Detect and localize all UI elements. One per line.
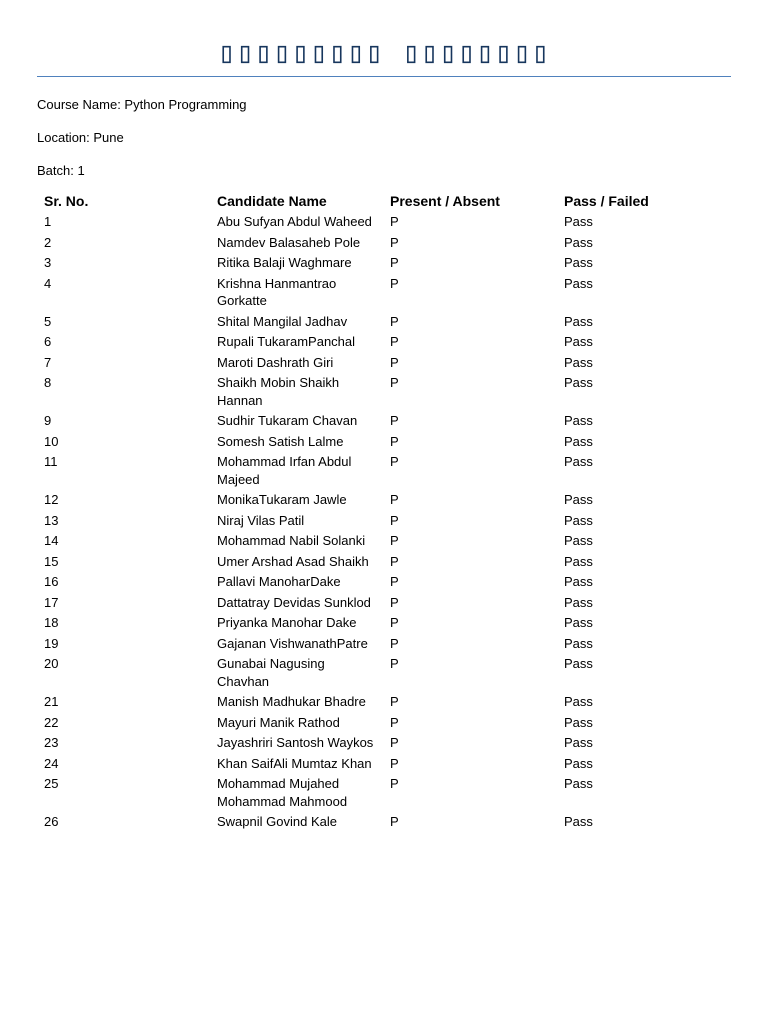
- attendance-cell: P: [390, 512, 399, 528]
- table-row: [37, 412, 731, 433]
- table-row: [37, 354, 731, 375]
- candidate-name-cell: Somesh Satish Lalme: [217, 433, 344, 449]
- sr-no-cell: 9: [44, 413, 52, 428]
- table-row: [37, 813, 731, 834]
- header-present-absent: Present / Absent: [390, 193, 500, 209]
- result-cell: Pass: [564, 656, 593, 671]
- table-row: [37, 532, 731, 553]
- result-cell: Pass: [564, 694, 593, 709]
- header-candidate-name: Candidate Name: [217, 193, 327, 209]
- sr-no-cell: 3: [44, 255, 52, 270]
- attendance-cell: P: [390, 313, 399, 329]
- sr-no-cell: 16: [44, 574, 59, 589]
- sr-no-cell: 5: [44, 313, 52, 329]
- candidate-name-cell: Niraj Vilas Patil: [217, 512, 305, 528]
- attendance-cell: P: [390, 433, 399, 449]
- attendance-cell: P: [390, 594, 399, 610]
- table-row: [37, 234, 731, 255]
- table-row: [37, 254, 731, 275]
- result-cell: Pass: [564, 776, 593, 791]
- table-row: [37, 333, 731, 354]
- candidate-name-cell: Mohammad Nabil Solanki: [217, 533, 366, 548]
- attendance-cell: P: [390, 413, 399, 428]
- table-row: [37, 491, 731, 512]
- result-cell: Pass: [564, 755, 593, 771]
- batch: Batch: 1: [37, 163, 85, 178]
- table-row: [37, 453, 731, 491]
- result-cell: Pass: [564, 313, 593, 329]
- sr-no-cell: 11: [44, 454, 58, 469]
- sr-no-cell: 2: [44, 234, 52, 250]
- candidate-name-cell: Ritika Balaji Waghmare: [217, 255, 352, 270]
- table-row: [37, 313, 731, 334]
- candidate-name-cell: Abu Sufyan Abdul Waheed: [217, 214, 372, 229]
- sr-no-cell: 21: [44, 694, 59, 709]
- result-cell: Pass: [564, 735, 593, 750]
- candidate-name-cell: Mohammad Mujahed Mohammad Mahmood: [217, 776, 348, 809]
- candidate-name-cell: Mohammad Irfan Abdul Majeed: [217, 454, 352, 487]
- candidate-name-cell: Namdev Balasaheb Pole: [217, 234, 361, 250]
- attendance-cell: P: [390, 492, 399, 507]
- sr-no-cell: 10: [44, 433, 59, 449]
- result-cell: Pass: [564, 234, 593, 250]
- table-row: [37, 275, 731, 313]
- result-cell: Pass: [564, 334, 593, 349]
- table-row: [37, 213, 731, 234]
- candidate-name-cell: Shital Mangilal Jadhav: [217, 313, 348, 329]
- result-cell: Pass: [564, 375, 593, 390]
- table-row: [37, 734, 731, 755]
- candidate-name-cell: Gunabai Nagusing Chavhan: [217, 656, 325, 689]
- result-cell: Pass: [564, 635, 593, 651]
- sr-no-cell: 1: [44, 214, 52, 229]
- attendance-cell: P: [390, 755, 399, 771]
- sr-no-cell: 13: [44, 512, 59, 528]
- candidate-name-cell: MonikaTukaram Jawle: [217, 492, 347, 507]
- result-cell: Pass: [564, 714, 593, 730]
- result-cell: Pass: [564, 354, 593, 370]
- result-cell: Pass: [564, 454, 593, 469]
- attendance-cell: P: [390, 776, 399, 791]
- result-cell: Pass: [564, 255, 593, 270]
- candidate-name-cell: Shaikh Mobin Shaikh Hannan: [217, 375, 340, 408]
- table-row: [37, 714, 731, 735]
- table-row: [37, 594, 731, 615]
- candidate-name-cell: Manish Madhukar Bhadre: [217, 694, 366, 709]
- table-row: [37, 693, 731, 714]
- sr-no-cell: 20: [44, 656, 59, 671]
- sr-no-cell: 4: [44, 275, 52, 291]
- sr-no-cell: 8: [44, 375, 52, 390]
- attendance-cell: P: [390, 574, 399, 589]
- header-sr-no: Sr. No.: [44, 193, 89, 209]
- table-row: [37, 553, 731, 574]
- attendance-cell: P: [390, 656, 399, 671]
- result-cell: Pass: [564, 413, 593, 428]
- attendance-cell: P: [390, 735, 399, 750]
- candidate-name-cell: Mayuri Manik Rathod: [217, 714, 340, 730]
- result-cell: Pass: [564, 553, 593, 569]
- result-cell: Pass: [564, 433, 593, 449]
- sr-no-cell: 23: [44, 735, 59, 750]
- sr-no-cell: 6: [44, 334, 52, 349]
- table-row: [37, 433, 731, 454]
- location: Location: Pune: [37, 130, 124, 145]
- table-body: [37, 213, 731, 834]
- sr-no-cell: 24: [44, 755, 59, 771]
- sr-no-cell: 26: [44, 814, 59, 829]
- attendance-cell: P: [390, 375, 399, 390]
- result-cell: Pass: [564, 574, 593, 589]
- result-cell: Pass: [564, 533, 593, 548]
- attendance-cell: P: [390, 255, 399, 270]
- attendance-cell: P: [390, 694, 399, 709]
- candidate-table: [37, 193, 731, 834]
- candidate-name-cell: Umer Arshad Asad Shaikh: [217, 553, 369, 569]
- attendance-cell: P: [390, 354, 399, 370]
- sr-no-cell: 19: [44, 635, 59, 651]
- sr-no-cell: 17: [44, 594, 59, 610]
- candidate-name-cell: Jayashriri Santosh Waykos: [217, 735, 374, 750]
- attendance-cell: P: [390, 635, 399, 651]
- sr-no-cell: 18: [44, 615, 59, 630]
- candidate-name-cell: Rupali TukaramPanchal: [217, 334, 356, 349]
- sr-no-cell: 7: [44, 354, 52, 370]
- course-name: Course Name: Python Programming: [37, 97, 247, 112]
- candidate-name-cell: Dattatray Devidas Sunklod: [217, 594, 371, 610]
- candidate-name-cell: Swapnil Govind Kale: [217, 814, 337, 829]
- result-cell: Pass: [564, 512, 593, 528]
- candidate-name-cell: Pallavi ManoharDake: [217, 574, 341, 589]
- attendance-cell: P: [390, 814, 399, 829]
- sr-no-cell: 14: [44, 533, 59, 548]
- attendance-cell: P: [390, 334, 399, 349]
- attendance-cell: P: [390, 533, 399, 548]
- sr-no-cell: 12: [44, 492, 59, 507]
- sr-no-cell: 25: [44, 776, 59, 791]
- table-header-row: [37, 193, 731, 213]
- sr-no-cell: 22: [44, 714, 59, 730]
- table-row: [37, 614, 731, 635]
- table-row: [37, 635, 731, 656]
- table-row: [37, 755, 731, 776]
- candidate-name-cell: Priyanka Manohar Dake: [217, 615, 357, 630]
- table-row: [37, 573, 731, 594]
- table-row: [37, 374, 731, 412]
- attendance-cell: P: [390, 234, 399, 250]
- candidate-name-cell: Maroti Dashrath Giri: [217, 354, 334, 370]
- result-cell: Pass: [564, 615, 593, 630]
- title-block: [37, 28, 731, 77]
- result-cell: Pass: [564, 275, 593, 291]
- result-cell: Pass: [564, 814, 593, 829]
- attendance-cell: P: [390, 275, 399, 291]
- sr-no-cell: 15: [44, 553, 59, 569]
- result-cell: Pass: [564, 594, 593, 610]
- attendance-cell: P: [390, 214, 399, 229]
- result-cell: Pass: [564, 492, 593, 507]
- candidate-name-cell: Khan SaifAli Mumtaz Khan: [217, 755, 372, 771]
- attendance-cell: P: [390, 714, 399, 730]
- attendance-cell: P: [390, 454, 399, 469]
- table-row: [37, 512, 731, 533]
- attendance-cell: P: [390, 615, 399, 630]
- page-title: ▯▯▯▯▯▯▯▯▯ ▯▯▯▯▯▯▯▯: [217, 35, 551, 69]
- candidate-name-cell: Gajanan VishwanathPatre: [217, 635, 368, 651]
- attendance-cell: P: [390, 553, 399, 569]
- candidate-name-cell: Krishna Hanmantrao Gorkatte: [217, 275, 337, 308]
- header-pass-failed: Pass / Failed: [564, 193, 649, 209]
- candidate-name-cell: Sudhir Tukaram Chavan: [217, 413, 358, 428]
- table-row: [37, 655, 731, 693]
- table-row: [37, 775, 731, 813]
- result-cell: Pass: [564, 214, 593, 229]
